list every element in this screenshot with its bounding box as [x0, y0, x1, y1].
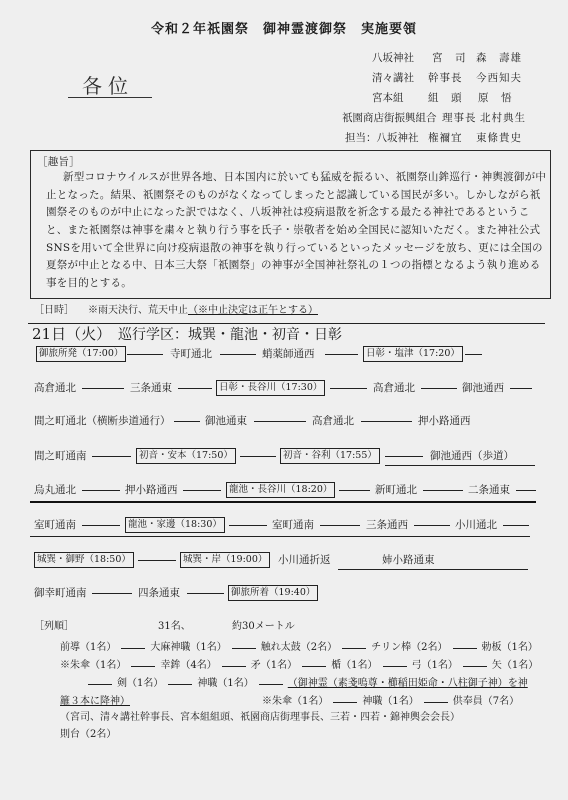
route-street: 四条通東 [138, 587, 180, 599]
procession-connector [424, 702, 448, 703]
procession-connector [302, 666, 326, 667]
sender-name: 原 悟 [478, 92, 513, 104]
route-stop: 龍池・家邊（18:30） [125, 517, 225, 533]
addressee-underline [68, 97, 152, 98]
purpose-line: 夏祭が中止となる中、日本三大祭「祇園祭」の神事が全国神社祭礼の１つの指標となるよう執り進める [46, 259, 541, 272]
procession-line [262, 695, 519, 709]
route-connector [240, 456, 276, 457]
route-underline [30, 501, 536, 503]
procession-connector [463, 666, 487, 667]
section-rule [28, 323, 545, 324]
route-connector [92, 456, 131, 457]
route-connector [229, 525, 267, 526]
sender-name: 今西知夫 [476, 72, 522, 84]
procession-item: 幸鉾（4名） [160, 660, 217, 671]
route-street: 三条通東 [130, 382, 172, 394]
sender-role: 理事長 [442, 112, 477, 124]
procession-connector [168, 684, 192, 685]
procession-connector [383, 666, 407, 667]
route-connector [339, 490, 370, 491]
procession-connector [222, 666, 246, 667]
route-street: 押小路通西 [125, 484, 178, 496]
route-stop: 龍池・長谷川（18:20） [226, 482, 335, 498]
sender-org: 清々講社 [372, 72, 414, 84]
route-connector [320, 525, 360, 526]
route-connector [385, 456, 423, 457]
route-connector [220, 354, 256, 355]
sender-org: 祇園商店街振興組合 [342, 112, 437, 124]
route-connector [82, 490, 120, 491]
route-underline [385, 465, 535, 466]
route-street: 高倉通北 [34, 382, 76, 394]
route-connector [325, 354, 358, 355]
procession-line [60, 659, 538, 673]
route-street: 室町通南 [272, 519, 314, 531]
procession-connector [121, 648, 145, 649]
sender-line [0, 51, 568, 65]
procession-item: 前導（1名） [60, 642, 117, 653]
procession-date: 21日（火） [32, 325, 112, 343]
sender-line [0, 131, 568, 145]
route-connector [423, 490, 463, 491]
route-underline [338, 569, 528, 570]
route-street: 間之町通北（横断歩道通行） [34, 415, 171, 427]
route-street: 間之町通南 [34, 450, 87, 462]
route-row [0, 380, 568, 396]
route-street: 三条通西 [366, 519, 408, 531]
route-street: 高倉通北 [312, 415, 354, 427]
procession-connector [259, 684, 283, 685]
procession-line [88, 677, 528, 691]
route-connector [178, 388, 212, 389]
procession-item: チリン棒（2名） [371, 642, 448, 653]
procession-item: 楯（1名） [331, 660, 378, 671]
route-row [0, 552, 568, 568]
sender-role: 宮 司 [432, 52, 467, 64]
sender-role: 組 頭 [428, 92, 463, 104]
procession-item: 神職（1名） [362, 696, 419, 707]
addressee: 各位 [82, 74, 134, 98]
procession-connector [131, 666, 155, 667]
procession-connector [232, 648, 256, 649]
purpose-line: 事を目的とする。 [46, 277, 132, 289]
route-connector [82, 388, 124, 389]
route-row [0, 448, 568, 464]
route-street: 御幸町通南 [34, 587, 87, 599]
sender-name: 東條貴史 [476, 132, 522, 144]
route-street: 高倉通北 [373, 382, 415, 394]
procession-item: 神職（1名） [197, 678, 254, 689]
procession-line [60, 641, 538, 655]
route-connector [516, 490, 536, 491]
purpose-line: SNSを用いて全世界に向け疫病退散の神事を執り行っているといったメッセージを放ち、更には全国の [46, 241, 543, 254]
route-row [0, 482, 568, 498]
route-stop: 日彰・長谷川（17:30） [216, 380, 325, 396]
route-row [0, 517, 568, 533]
procession-item: 則台（2名） [60, 729, 117, 740]
sender-line [0, 111, 568, 125]
sender-name: 北村典生 [480, 112, 526, 124]
route-connector [187, 593, 224, 594]
route-row [0, 585, 568, 601]
deity-note: （御神霊（素戔嗚尊・櫛稲田姫命・八柱御子神）を神 [287, 678, 528, 689]
route-street: 御池通西（歩道） [430, 450, 514, 462]
procession-connector [88, 684, 112, 685]
weather-note: ※雨天決行、荒天中止 [88, 305, 188, 316]
route-street: 御池通西 [462, 382, 504, 394]
route-street: 蛸薬師通西 [262, 348, 315, 360]
procession-item: 矛（1名） [250, 660, 298, 671]
procession-item: 勅板（1名） [481, 642, 538, 653]
route-street: 烏丸通北 [34, 484, 76, 496]
route-underline [30, 536, 530, 537]
route-stop: 御旅所発（17:00） [36, 346, 126, 362]
procession-heading: ［列順］ [34, 621, 74, 632]
route-connector [82, 525, 120, 526]
route-street: 新町通北 [375, 484, 417, 496]
procession-item: 触れ太鼓（2名） [260, 642, 338, 653]
route-stop: 日彰・塩津（17:20） [363, 346, 463, 362]
route-connector [510, 388, 532, 389]
purpose-box [30, 150, 551, 299]
procession-connector [453, 648, 477, 649]
route-connector [174, 421, 200, 422]
route-connector [330, 388, 367, 389]
route-connector [254, 421, 306, 422]
purpose-heading: ［趣旨］ [37, 156, 80, 168]
procession-item: 弓（1名） [411, 660, 458, 671]
sender-org: 担当：八坂神社 [345, 132, 419, 144]
sender-name: 森 壽雄 [476, 52, 522, 64]
procession-connector [333, 702, 357, 703]
procession-item: 大麻神職（1名） [150, 642, 227, 653]
schedule-heading: ［日時］ [34, 305, 74, 316]
sender-role: 幹事長 [428, 72, 463, 84]
route-street: 寺町通北 [170, 348, 212, 360]
procession-districts: 巡行学区：城巽・龍池・初音・日彰 [118, 327, 342, 343]
cancel-decision-note: （※中止決定は正午とする） [188, 305, 318, 316]
route-stop: 初音・谷利（17:55） [280, 448, 380, 464]
sender-org: 宮本組 [372, 92, 404, 104]
route-street: 御池通東 [205, 415, 247, 427]
procession-item: ※朱傘（1名） [60, 660, 127, 671]
route-row [0, 413, 568, 429]
procession-item: ※朱傘（1名） [262, 696, 329, 707]
route-street: 室町通南 [34, 519, 76, 531]
route-street: 押小路通西 [418, 415, 471, 427]
route-street: 二条通東 [468, 484, 510, 496]
sender-org: 八坂神社 [372, 52, 414, 64]
route-connector [414, 525, 450, 526]
route-connector [503, 525, 529, 526]
route-connector [465, 354, 482, 355]
purpose-line: 園祭そのものが中止になった訳ではなく、八坂神社は疫病退散を祈念する最たる神社であるというこ [46, 206, 530, 219]
route-stop: 城巽・御野（18:50） [34, 552, 134, 568]
procession-item: 矢（1名） [491, 660, 539, 671]
route-street: 小川通北 [455, 519, 497, 531]
route-connector [361, 421, 412, 422]
route-connector [92, 593, 132, 594]
procession-length: 約30メートル [232, 621, 295, 632]
route-row [0, 346, 568, 362]
route-street: 小川通折返 [278, 554, 331, 566]
purpose-line: 止となった。結果、祇園祭そのものがなくなってしまったと認識している国民が多い。しかしながら祇 [46, 188, 541, 201]
procession-item: 供奉員（7名） [452, 696, 520, 707]
route-connector [183, 490, 221, 491]
procession-connector [342, 648, 366, 649]
purpose-line: と、また祇園祭は神事を粛々と執り行う事を氏子・崇敬者を始め全国民に認知いただく。また神社公式 [46, 224, 541, 236]
procession-count: 31名、 [158, 621, 191, 632]
attendants-list: （宮司、清々講社幹事長、宮本組組頭、祇園商店街理事長、三若・四若・錦神輿会会長） [60, 712, 460, 723]
document-title: 令和２年祇園祭 御神霊渡御祭 実施要領 [150, 22, 417, 37]
purpose-line: 新型コロナウイルスが世界各地、日本国内に於いても猛威を振るい、祇園祭山鉾巡行・神輿渡御が中 [63, 171, 547, 183]
route-connector [127, 354, 163, 355]
procession-item: 剣（1名） [117, 678, 164, 689]
deity-note-continued: 籬３本に降神） [60, 696, 130, 707]
route-stop: 御旅所着（19:40） [228, 585, 318, 601]
route-connector [421, 388, 457, 389]
route-connector [138, 560, 176, 561]
route-stop: 城巽・岸（19:00） [180, 552, 270, 568]
route-street: 姉小路通東 [382, 554, 435, 566]
sender-role: 権禰宜 [428, 132, 463, 144]
route-stop: 初音・安本（17:50） [136, 448, 236, 464]
